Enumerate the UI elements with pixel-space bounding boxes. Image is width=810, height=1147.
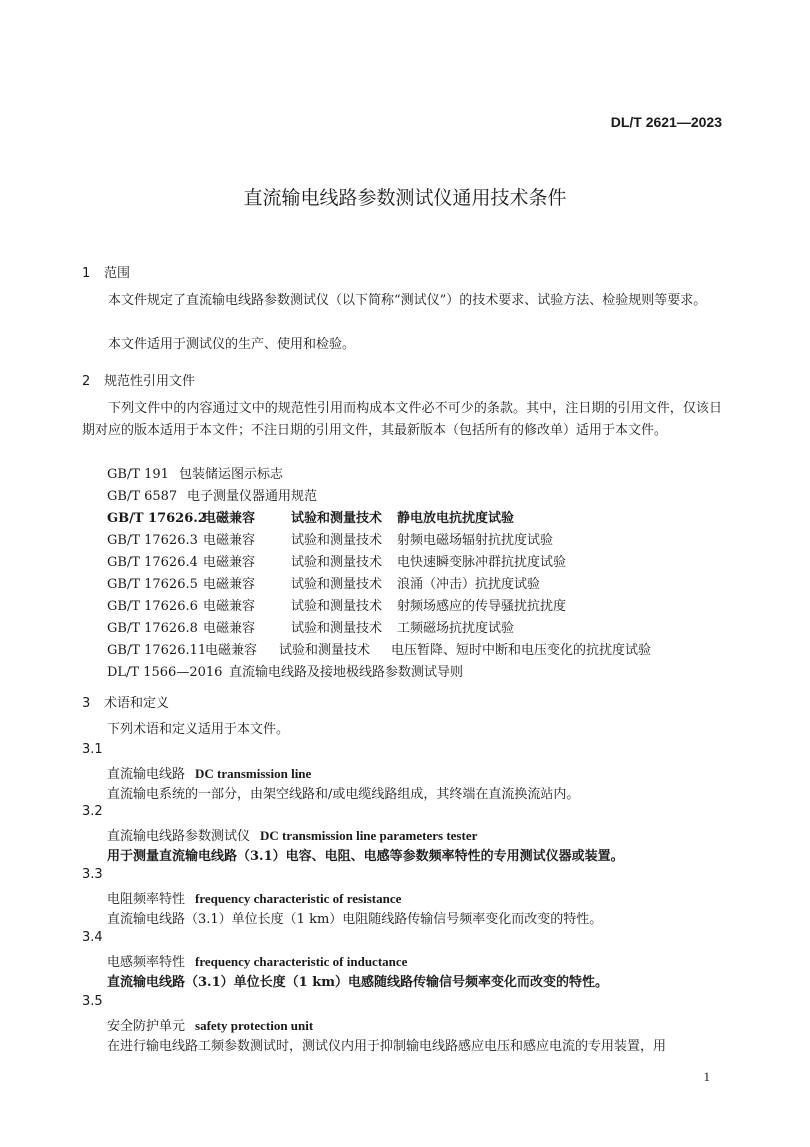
- term-name-zh: 电感频率特性: [107, 955, 186, 970]
- term-name-en: DC transmission line parameters tester: [260, 828, 478, 843]
- term-name: [107, 825, 477, 844]
- term-name-zh: 安全防护单元: [107, 1019, 186, 1034]
- reference-part-2: 试验和测量技术: [279, 643, 371, 658]
- section-title: 术语和定义: [104, 696, 170, 711]
- term-name-en: safety protection unit: [195, 1018, 314, 1033]
- reference-item: [107, 551, 566, 570]
- term-definition: 在进行输电线路工频参数测试时，测试仪内用于抑制输电线路感应电压和感应电流的专用装置，用: [107, 1039, 667, 1054]
- term-name: [107, 951, 407, 970]
- reference-code: GB/T 17626.8: [107, 621, 198, 636]
- reference-part-3: 浪涌（冲击）抗扰度试验: [397, 577, 541, 592]
- reference-code: GB/T 17626.5: [107, 577, 198, 592]
- term-definition: 用于测量直流输电线路（3.1）电容、电阻、电感等参数频率特性的专用测试仪器或装置。: [107, 849, 624, 864]
- reference-title: 包装储运图示标志: [179, 467, 284, 482]
- reference-part-2: 试验和测量技术: [291, 511, 383, 526]
- term-definition: 直流输电线路（3.1）单位长度（1 km）电感随线路传输信号频率变化而改变的特性。: [107, 975, 608, 990]
- reference-item: [107, 573, 540, 592]
- document-title: 直流输电线路参数测试仪通用技术条件: [243, 187, 567, 209]
- section-title: 规范性引用文件: [104, 374, 196, 389]
- reference-code: GB/T 17626.6: [107, 599, 198, 614]
- reference-part-1: 电磁兼容: [203, 577, 256, 592]
- reference-part-3: 电压暂降、短时中断和电压变化的抗扰度试验: [391, 643, 652, 658]
- reference-title: 电子测量仪器通用规范: [187, 489, 318, 504]
- document-number: DL/T 2621—2023: [610, 114, 722, 130]
- term-name-en: frequency characteristic of inductance: [195, 954, 408, 969]
- term-name: [107, 888, 401, 907]
- term-name-zh: 直流输电线路参数测试仪: [107, 829, 251, 844]
- term-number: 3.3: [82, 867, 103, 882]
- reference-part-1: 电磁兼容: [203, 555, 256, 570]
- reference-part-1: 电磁兼容: [203, 621, 256, 636]
- reference-part-1: 电磁兼容: [203, 511, 256, 526]
- reference-part-1: 电磁兼容: [205, 643, 258, 658]
- section-number: 2: [82, 374, 91, 389]
- reference-code: GB/T 17626.3: [107, 533, 198, 548]
- term-name-en: frequency characteristic of resistance: [195, 891, 402, 906]
- term-number: 3.5: [82, 994, 103, 1009]
- term-name: [107, 763, 311, 782]
- reference-code: GB/T 191: [107, 467, 169, 482]
- term-name: [107, 1015, 313, 1034]
- reference-part-1: 电磁兼容: [203, 533, 256, 548]
- reference-code: GB/T 17626.11: [107, 643, 207, 658]
- section-3-heading: [82, 692, 169, 711]
- reference-part-2: 试验和测量技术: [291, 621, 383, 636]
- section-title: 范围: [104, 266, 131, 281]
- reference-part-2: 试验和测量技术: [291, 533, 383, 548]
- reference-item: [107, 639, 651, 658]
- term-number: 3.2: [82, 804, 103, 819]
- section-3-intro: 下列术语和定义适用于本文件。: [107, 722, 290, 737]
- reference-part-3: 射频电磁场辐射抗扰度试验: [397, 533, 554, 548]
- reference-part-3: 工频磁场抗扰度试验: [397, 621, 515, 636]
- reference-item: [107, 661, 463, 680]
- term-number: 3.4: [82, 930, 103, 945]
- reference-part-1: 电磁兼容: [203, 599, 256, 614]
- section-1-paragraph-1: 本文件规定了直流输电线路参数测试仪（以下简称“测试仪”）的技术要求、试验方法、检验规则等要求。: [108, 293, 707, 308]
- reference-item: [107, 595, 566, 614]
- term-definition: 直流输电线路（3.1）单位长度（1 km）电阻随线路传输信号频率变化而改变的特性。: [107, 912, 603, 927]
- term-name-en: DC transmission line: [195, 766, 312, 781]
- reference-code: GB/T 17626.4: [107, 555, 198, 570]
- reference-title: 直流输电线路及接地极线路参数测试导则: [229, 665, 464, 680]
- section-number: 1: [82, 266, 91, 281]
- reference-code: GB/T 17626.2: [107, 511, 207, 526]
- section-1-heading: [82, 262, 130, 281]
- reference-item: [107, 529, 553, 548]
- reference-item: [107, 617, 514, 636]
- reference-part-3: 静电放电抗扰度试验: [397, 511, 515, 526]
- reference-part-2: 试验和测量技术: [291, 577, 383, 592]
- reference-item: [107, 463, 283, 482]
- section-2-intro: 下列文件中的内容通过文中的规范性引用而构成本文件必不可少的条款。其中，注日期的引用文件，仅该日期对应的版本适用于本文件；不注日期的引用文件，其最新版本（包括所有的修改单）适用于本文件。: [82, 401, 722, 438]
- reference-part-3: 电快速瞬变脉冲群抗扰度试验: [397, 555, 567, 570]
- section-1-paragraph-2: 本文件适用于测试仪的生产、使用和检验。: [108, 337, 356, 352]
- term-number: 3.1: [82, 742, 103, 757]
- reference-part-3: 射频场感应的传导骚扰抗扰度: [397, 599, 567, 614]
- reference-code: DL/T 1566—2016: [107, 665, 223, 680]
- term-name-zh: 直流输电线路: [107, 767, 186, 782]
- reference-code: GB/T 6587: [107, 489, 178, 504]
- reference-part-2: 试验和测量技术: [291, 599, 383, 614]
- section-number: 3: [82, 696, 91, 711]
- reference-item: [107, 485, 317, 504]
- page-number: 1: [703, 1069, 710, 1084]
- section-2-heading: [82, 370, 195, 389]
- term-name-zh: 电阻频率特性: [107, 892, 186, 907]
- term-definition: 直流输电系统的一部分，由架空线路和/或电缆线路组成，其终端在直流换流站内。: [107, 787, 580, 802]
- reference-item: [107, 507, 514, 526]
- reference-part-2: 试验和测量技术: [291, 555, 383, 570]
